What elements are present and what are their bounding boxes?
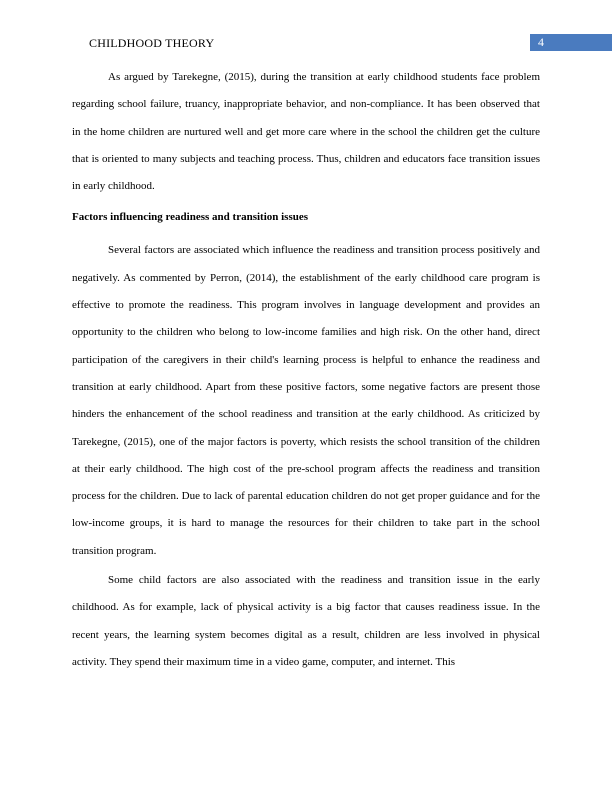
document-body	[72, 64, 540, 676]
paragraph-child-factors: Some child factors are also associated with the readiness and transition issue in the early childhood. As for example, lack of physical activity is a big factor that causes readiness issue. In the recent years, the learning system becomes digital as a result, children are less involved in physical activity. They spend their maximum time in a video game, computer, and internet. This	[72, 574, 540, 668]
paragraph-intro: As argued by Tarekegne, (2015), during the transition at early childhood students face problem regarding school failure, truancy, inappropriate behavior, and non-compliance. It has been observed that in the home children are nurtured well and get more care where in the school the children get the culture that is oriented to many subjects and teaching process. Thus, children and educators face transition issues in early childhood.	[72, 71, 540, 193]
running-header-title: CHILDHOOD THEORY	[89, 36, 215, 50]
section-heading: Factors influencing readiness and transition issues	[72, 211, 309, 224]
paragraph-factors: Several factors are associated which influence the readiness and transition process positively and negatively. As commented by Perron, (2014), the establishment of the early childhood care program is effective to promote the readiness. This program involves in language development and provides an opportunity to the children who belong to low-income families and high risk. On the other hand, direct participation of the caregivers in their child's learning process is helpful to enhance the readiness and transition at early childhood. Apart from these positive factors, some negative factors are present those hinders the enhancement of the school readiness and transition at the early childhood. As criticized by Tarekegne, (2015), one of the major factors is poverty, which resists the school transition of the children at their early childhood. The high cost of the pre-school program affects the readiness and transition process for the children. Due to lack of parental education children do not get proper guidance and for the low-income groups, it is hard to manage the resources for their children to take part in the school transition program.	[72, 244, 540, 557]
page-number: 4	[538, 35, 544, 49]
page-number-box	[530, 34, 612, 51]
